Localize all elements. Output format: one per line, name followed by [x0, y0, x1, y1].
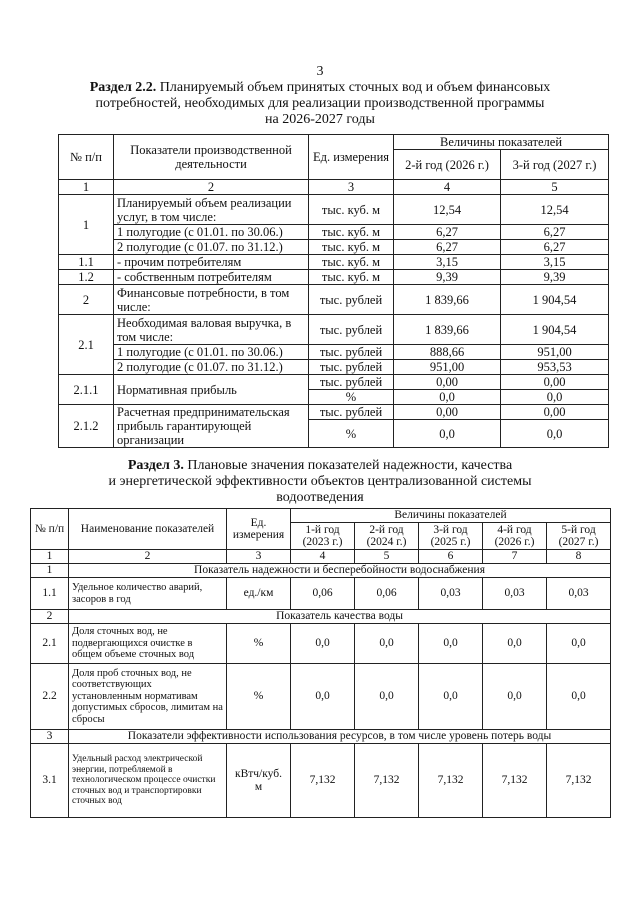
- header-year-2027: 5-й год (2027 г.): [547, 523, 611, 550]
- section-2-2-title-line2: потребностей, необходимых для реализации производственной программы: [95, 96, 545, 111]
- header-values-group: Величины показателей: [291, 509, 611, 523]
- row-value: 0,06: [291, 578, 355, 610]
- row-value-2026: 9,39: [394, 270, 501, 285]
- row-name: Доля сточных вод, не подвергающихся очистке в общем объеме сточных вод: [69, 624, 227, 664]
- row-num: 1.2: [59, 270, 114, 285]
- header-year-2026: 4-й год (2026 г.): [483, 523, 547, 550]
- row-value: 0,0: [291, 624, 355, 664]
- row-unit: кВтч/куб. м: [227, 744, 291, 818]
- header-year-2023: 1-й год (2023 г.): [291, 523, 355, 550]
- row-unit: ед./км: [227, 578, 291, 610]
- row-name: Необходимая валовая выручка, в том числе:: [114, 315, 309, 345]
- row-num: 2.2: [31, 664, 69, 730]
- row-value: 7,132: [547, 744, 611, 818]
- colnum-6: 6: [419, 550, 483, 564]
- row-value-2026: 888,66: [394, 345, 501, 360]
- row-num: 2.1.1: [59, 375, 114, 405]
- header-unit: Ед. измерения: [309, 135, 394, 180]
- row-value: 7,132: [291, 744, 355, 818]
- row-value-2026: 0,0: [394, 390, 501, 405]
- row-value-2027: 0,00: [501, 405, 609, 420]
- row-unit: тыс. рублей: [309, 345, 394, 360]
- row-name: 1 полугодие (с 01.01. по 30.06.): [114, 345, 309, 360]
- row-unit: тыс. куб. м: [309, 225, 394, 240]
- row-value-2026: 0,0: [394, 420, 501, 448]
- row-value-2026: 951,00: [394, 360, 501, 375]
- row-name: 1 полугодие (с 01.01. по 30.06.): [114, 225, 309, 240]
- row-name: - прочим потребителям: [114, 255, 309, 270]
- row-value-2026: 0,00: [394, 405, 501, 420]
- row-value-2027: 951,00: [501, 345, 609, 360]
- row-unit: тыс. куб. м: [309, 195, 394, 225]
- section-3-label: Раздел 3.: [127, 458, 184, 473]
- row-unit: %: [227, 624, 291, 664]
- row-unit: %: [309, 420, 394, 448]
- group-title: Показатель качества воды: [69, 610, 611, 624]
- row-value-2027: 1 904,54: [501, 315, 609, 345]
- row-num: 1.1: [59, 255, 114, 270]
- colnum-1: 1: [59, 180, 114, 195]
- row-value-2027: 6,27: [501, 240, 609, 255]
- header-num: № п/п: [31, 509, 69, 550]
- row-name: Расчетная предпринимательская прибыль гарантирующей организации: [114, 405, 309, 448]
- row-value-2026: 1 839,66: [394, 285, 501, 315]
- row-value-2027: 0,00: [501, 375, 609, 390]
- page-number: 3: [316, 64, 324, 79]
- row-unit: тыс. рублей: [309, 315, 394, 345]
- header-year-2024: 2-й год (2024 г.): [355, 523, 419, 550]
- group-num: 1: [31, 564, 69, 578]
- row-value: 0,0: [483, 664, 547, 730]
- row-name: Планируемый объем реализации услуг, в том числе:: [114, 195, 309, 225]
- colnum-3: 3: [309, 180, 394, 195]
- row-num: 1.1: [31, 578, 69, 610]
- section-3-title-line2: и энергетической эффективности объектов централизованной системы: [108, 474, 532, 489]
- row-value-2027: 3,15: [501, 255, 609, 270]
- row-num: 2: [59, 285, 114, 315]
- row-value-2026: 1 839,66: [394, 315, 501, 345]
- colnum-7: 7: [483, 550, 547, 564]
- row-value-2027: 6,27: [501, 225, 609, 240]
- row-unit: %: [309, 390, 394, 405]
- row-name: Доля проб сточных вод, не соответствующих установленным нормативам допустимых сбросов, лимитам на сбросы: [69, 664, 227, 730]
- colnum-2: 2: [69, 550, 227, 564]
- row-value-2027: 1 904,54: [501, 285, 609, 315]
- section-3-heading: [0, 458, 640, 506]
- row-value-2026: 6,27: [394, 240, 501, 255]
- header-num: № п/п: [59, 135, 114, 180]
- row-name: Удельный расход электрической энергии, потребляемой в технологическом процессе очистки сточных вод и транспортировки сточных вод: [69, 744, 227, 818]
- row-value-2026: 12,54: [394, 195, 501, 225]
- row-value: 7,132: [355, 744, 419, 818]
- row-value-2026: 0,00: [394, 375, 501, 390]
- group-num: 2: [31, 610, 69, 624]
- row-value: 0,06: [355, 578, 419, 610]
- row-name: 2 полугодие (с 01.07. по 31.12.): [114, 360, 309, 375]
- row-unit: тыс. рублей: [309, 360, 394, 375]
- row-value: 0,0: [483, 624, 547, 664]
- header-year-2027: 3-й год (2027 г.): [501, 150, 609, 180]
- colnum-8: 8: [547, 550, 611, 564]
- section-2-2-title-line3: на 2026-2027 годы: [265, 112, 375, 127]
- row-value: 0,0: [419, 664, 483, 730]
- production-program-table: [58, 134, 609, 448]
- row-value-2026: 3,15: [394, 255, 501, 270]
- row-name: - собственным потребителям: [114, 270, 309, 285]
- colnum-1: 1: [31, 550, 69, 564]
- row-value: 0,0: [291, 664, 355, 730]
- row-value: 0,0: [547, 664, 611, 730]
- section-2-2-title-line1: Планируемый объем принятых сточных вод и объем финансовых: [156, 80, 551, 95]
- row-value-2027: 0,0: [501, 420, 609, 448]
- row-value-2027: 12,54: [501, 195, 609, 225]
- row-value: 0,03: [419, 578, 483, 610]
- row-name: Удельное количество аварий, засоров в год: [69, 578, 227, 610]
- row-unit: тыс. рублей: [309, 405, 394, 420]
- header-year-2026: 2-й год (2026 г.): [394, 150, 501, 180]
- header-indicator: Показатели производственной деятельности: [114, 135, 309, 180]
- row-value: 0,0: [355, 664, 419, 730]
- section-3-title-line3: водоотведения: [276, 490, 364, 505]
- row-num: 3.1: [31, 744, 69, 818]
- group-title: Показатели эффективности использования ресурсов, в том числе уровень потерь воды: [69, 730, 611, 744]
- header-indicator: Наименование показателей: [69, 509, 227, 550]
- row-num: 2.1: [59, 315, 114, 375]
- section-2-2-label: Раздел 2.2.: [89, 80, 157, 95]
- row-num: 1: [59, 195, 114, 255]
- reliability-indicators-table: [30, 508, 611, 818]
- row-name: Нормативная прибыль: [114, 375, 309, 405]
- header-year-2025: 3-й год (2025 г.): [419, 523, 483, 550]
- colnum-5: 5: [355, 550, 419, 564]
- row-unit: тыс. рублей: [309, 285, 394, 315]
- row-value: 0,0: [355, 624, 419, 664]
- group-title: Показатель надежности и бесперебойности водоснабжения: [69, 564, 611, 578]
- group-num: 3: [31, 730, 69, 744]
- row-value-2026: 6,27: [394, 225, 501, 240]
- colnum-2: 2: [114, 180, 309, 195]
- section-3-title-line1: Плановые значения показателей надежности, качества: [183, 458, 513, 473]
- row-value: 0,03: [547, 578, 611, 610]
- row-name: 2 полугодие (с 01.07. по 31.12.): [114, 240, 309, 255]
- header-values-group: Величины показателей: [394, 135, 609, 150]
- colnum-5: 5: [501, 180, 609, 195]
- row-unit: тыс. куб. м: [309, 270, 394, 285]
- row-value-2027: 0,0: [501, 390, 609, 405]
- row-value-2027: 9,39: [501, 270, 609, 285]
- colnum-3: 3: [227, 550, 291, 564]
- row-num: 2.1: [31, 624, 69, 664]
- row-unit: тыс. рублей: [309, 375, 394, 390]
- row-unit: тыс. куб. м: [309, 255, 394, 270]
- colnum-4: 4: [394, 180, 501, 195]
- section-2-2-heading: [0, 80, 640, 128]
- row-value: 7,132: [419, 744, 483, 818]
- colnum-4: 4: [291, 550, 355, 564]
- row-value-2027: 953,53: [501, 360, 609, 375]
- row-unit: %: [227, 664, 291, 730]
- row-num: 2.1.2: [59, 405, 114, 448]
- header-unit: Ед. измерения: [227, 509, 291, 550]
- row-name: Финансовые потребности, в том числе:: [114, 285, 309, 315]
- row-unit: тыс. куб. м: [309, 240, 394, 255]
- row-value: 7,132: [483, 744, 547, 818]
- row-value: 0,0: [419, 624, 483, 664]
- row-value: 0,03: [483, 578, 547, 610]
- row-value: 0,0: [547, 624, 611, 664]
